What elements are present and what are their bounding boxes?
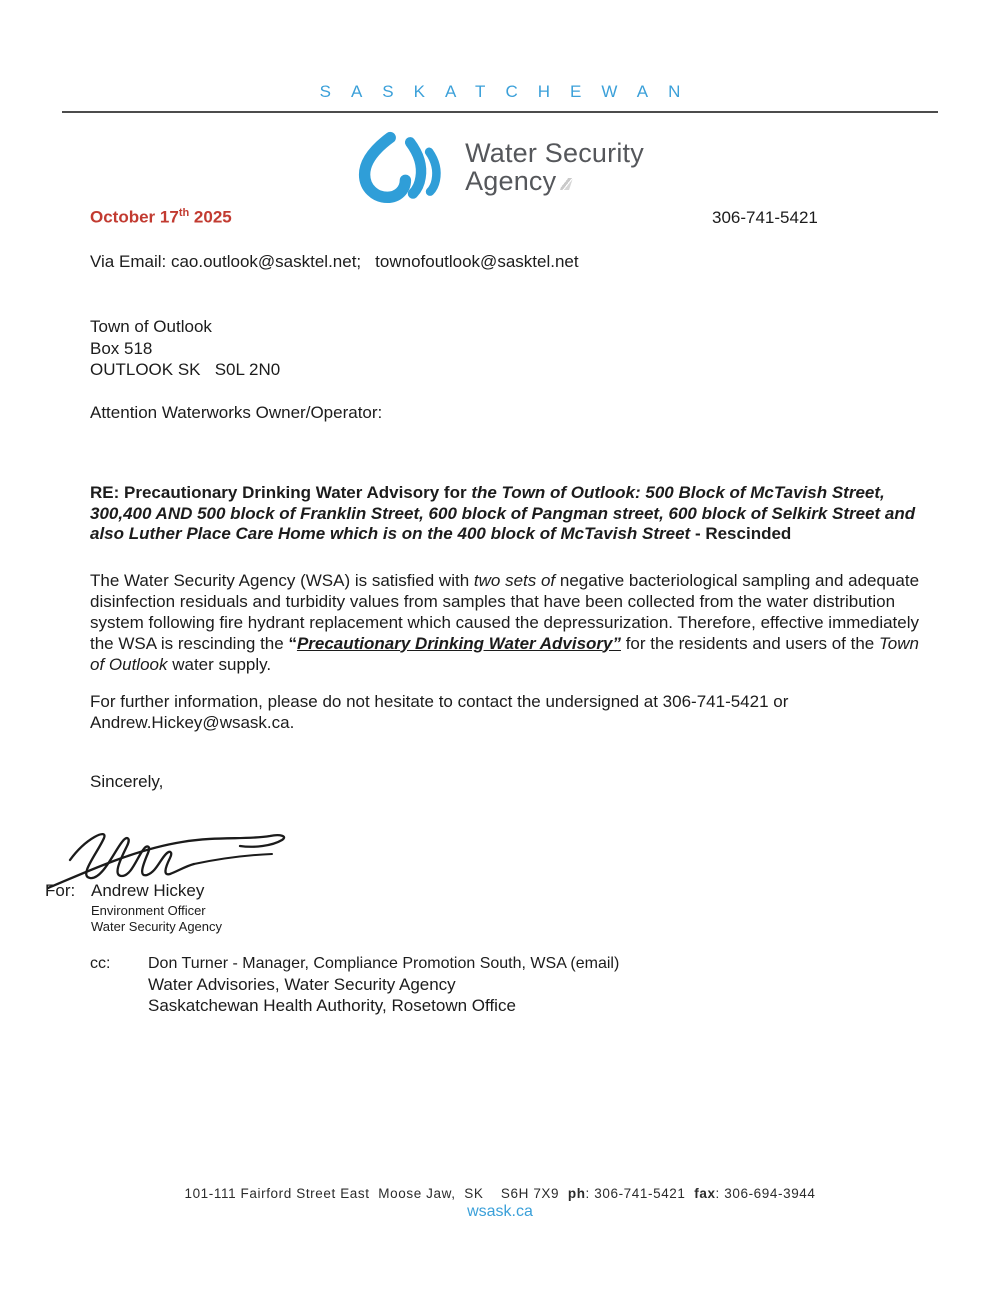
- footer-website: wsask.ca: [467, 1203, 533, 1220]
- re-subject-heading: RE: Precautionary Drinking Water Advisory for the Town of Outlook: 500 Block of McTavish Street, 300,400 AND 500 block of Franklin Street, 600 block of Pangman street, 600 block of Selkirk Street and also Luther Place Care Home which is on the 400 block of McTavish Street - Rescinded: [90, 483, 916, 543]
- signatory-title: Environment Officer: [91, 903, 206, 918]
- logo-line1: Water Security: [465, 138, 644, 168]
- signature-for-label: For:: [45, 881, 76, 900]
- logo-wordmark: [465, 139, 644, 195]
- cc-block: [90, 953, 619, 1016]
- recipient-city-postal: OUTLOOK SK S0L 2N0: [90, 360, 281, 379]
- recipient-address: [90, 316, 280, 381]
- cc-label: cc:: [90, 955, 111, 972]
- cc-line: Don Turner - Manager, Compliance Promotion South, WSA (email): [148, 955, 620, 972]
- footer-ph-label: ph: [567, 1186, 586, 1201]
- wsa-logo: [0, 130, 1000, 204]
- date-superscript: th: [178, 207, 190, 219]
- via-email-label: Via Email:: [90, 252, 171, 271]
- cc-line: Saskatchewan Health Authority, Rosetown Office: [148, 996, 516, 1015]
- contact-phone: 306-741-5421: [712, 208, 818, 227]
- email-address-2: townofoutlook@sasktel.net: [375, 252, 579, 271]
- footer-fax-label: fax: [694, 1186, 716, 1201]
- recipient-name: Town of Outlook: [90, 317, 212, 336]
- letter-date: October 17th 2025: [90, 207, 232, 227]
- via-email-line: [90, 252, 579, 272]
- body-paragraph-2: For further information, please do not hesitate to contact the undersigned at 306-741-5421 or Andrew.Hickey@wsask.ca.: [90, 691, 789, 732]
- footer-address: 101-111 Fairford Street East Moose Jaw, SK S6H 7X9 ph: 306-741-5421 fax: 306-694-3944: [184, 1186, 816, 1201]
- water-drop-waves-icon: [356, 130, 451, 204]
- header-divider: [62, 111, 938, 113]
- cc-line: Water Advisories, Water Security Agency: [148, 975, 456, 994]
- recipient-box: Box 518: [90, 338, 153, 358]
- signatory-name: Andrew Hickey: [91, 881, 205, 900]
- closing-salutation: Sincerely,: [90, 771, 164, 791]
- letter-body: [90, 483, 935, 792]
- logo-line2: Agency: [465, 166, 557, 196]
- body-paragraph-1: The Water Security Agency (WSA) is satisfied with two sets of negative bacteriological sampling and adequate disinfection residuals and turbidity values from samples that have been collected from the water distribution system following fire hydrant replacement which caused the depressurization. Therefore, effective immediately the WSA is rescinding the “Precautionary Drinking Water Advisory” for the residents and users of the Town of Outlook water supply.: [90, 570, 920, 674]
- logo-mark-smudge: [560, 178, 573, 190]
- signatory-organization: Water Security Agency: [91, 919, 223, 934]
- attention-line: Attention Waterworks Owner/Operator:: [90, 403, 383, 422]
- province-wordmark: SASKATCHEWAN: [319, 82, 701, 101]
- email-address-1: cao.outlook@sasktel.net;: [170, 252, 362, 271]
